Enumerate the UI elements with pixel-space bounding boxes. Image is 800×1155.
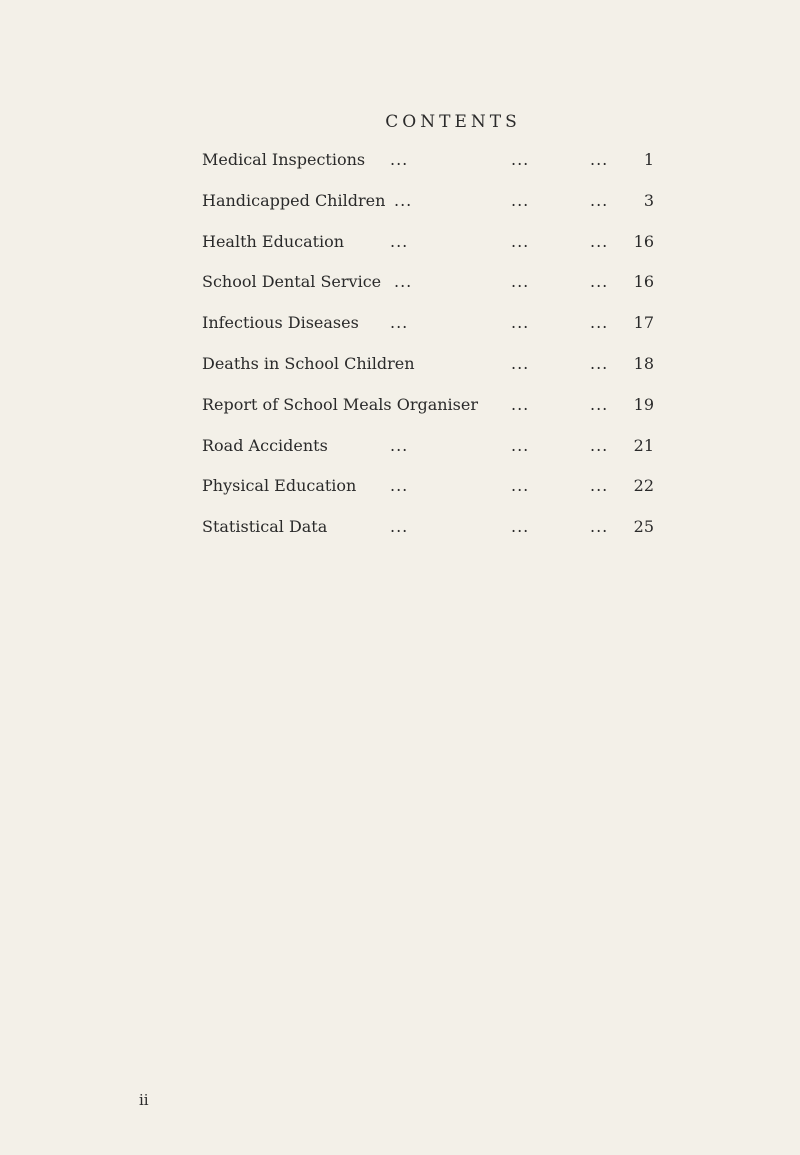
- leader-dots: ...: [590, 231, 609, 251]
- toc-entry-label: School Dental Service: [202, 272, 382, 292]
- toc-entry-label: Physical Education: [202, 476, 357, 496]
- leader-dots: ...: [590, 190, 609, 210]
- toc-entry-label: Road Accidents: [202, 435, 328, 455]
- leader-dots: ...: [511, 190, 530, 210]
- leader-dots: ...: [390, 231, 409, 251]
- leader-dots: ...: [390, 517, 409, 537]
- toc-entry-physical-education: [0, 476, 800, 517]
- toc-entry-page: 17: [633, 313, 654, 333]
- leader-dots: ...: [511, 150, 530, 169]
- toc-entry-page: 16: [633, 231, 654, 251]
- toc-entry-label: Handicapped Children: [202, 190, 386, 210]
- leader-dots: ...: [394, 190, 413, 210]
- leader-dots: ...: [511, 231, 530, 251]
- toc-entry-page: 18: [633, 353, 654, 373]
- leader-dots: ...: [590, 476, 609, 496]
- leader-dots: ...: [511, 435, 530, 455]
- leader-dots: ...: [511, 353, 530, 373]
- leader-dots: ...: [390, 150, 409, 169]
- toc-entry-page: 21: [633, 435, 654, 455]
- toc-entry-statistical-data: [0, 517, 800, 558]
- leader-dots: ...: [390, 313, 409, 333]
- leader-dots: ...: [590, 517, 609, 537]
- leader-dots: ...: [590, 313, 609, 333]
- toc-entry-label: Infectious Diseases: [202, 313, 359, 333]
- page-folio: ii: [139, 1091, 149, 1109]
- toc-entry-page: 19: [633, 394, 654, 414]
- leader-dots: ...: [511, 517, 530, 537]
- leader-dots: ...: [511, 476, 530, 496]
- leader-dots: ...: [511, 394, 530, 414]
- leader-dots: ...: [390, 476, 409, 496]
- leader-dots: ...: [590, 150, 609, 169]
- toc-entry-label: Medical Inspections: [202, 150, 366, 169]
- leader-dots: ...: [590, 435, 609, 455]
- toc-entry-infectious-diseases: [0, 313, 800, 354]
- toc-entry-handicapped-children: [0, 191, 800, 232]
- toc-entry-health-education: [0, 232, 800, 273]
- leader-dots: ...: [590, 353, 609, 373]
- leader-dots: ...: [394, 272, 413, 292]
- toc-entry-medical-inspections: [0, 150, 800, 191]
- toc-entry-page: 1: [643, 150, 654, 169]
- toc-entry-page: 25: [633, 517, 654, 537]
- table-of-contents: [0, 150, 800, 558]
- toc-entry-label: Health Education: [202, 231, 345, 251]
- toc-entry-road-accidents: [0, 436, 800, 477]
- toc-entry-report-of-school-meals-organiser: [0, 395, 800, 436]
- toc-entry-deaths-in-school-children: [0, 354, 800, 395]
- leader-dots: ...: [511, 313, 530, 333]
- toc-entry-label: Statistical Data: [202, 517, 328, 537]
- toc-entry-label: Report of School Meals Organiser: [202, 394, 478, 414]
- leader-dots: ...: [590, 272, 609, 292]
- leader-dots: ...: [511, 272, 530, 292]
- leader-dots: ...: [390, 435, 409, 455]
- toc-entry-school-dental-service: [0, 272, 800, 313]
- toc-entry-page: 22: [633, 476, 654, 496]
- contents-heading: CONTENTS: [385, 112, 521, 132]
- toc-entry-page: 16: [633, 272, 654, 292]
- toc-entry-label: Deaths in School Children: [202, 353, 415, 373]
- toc-entry-page: 3: [643, 190, 654, 210]
- leader-dots: ...: [590, 394, 609, 414]
